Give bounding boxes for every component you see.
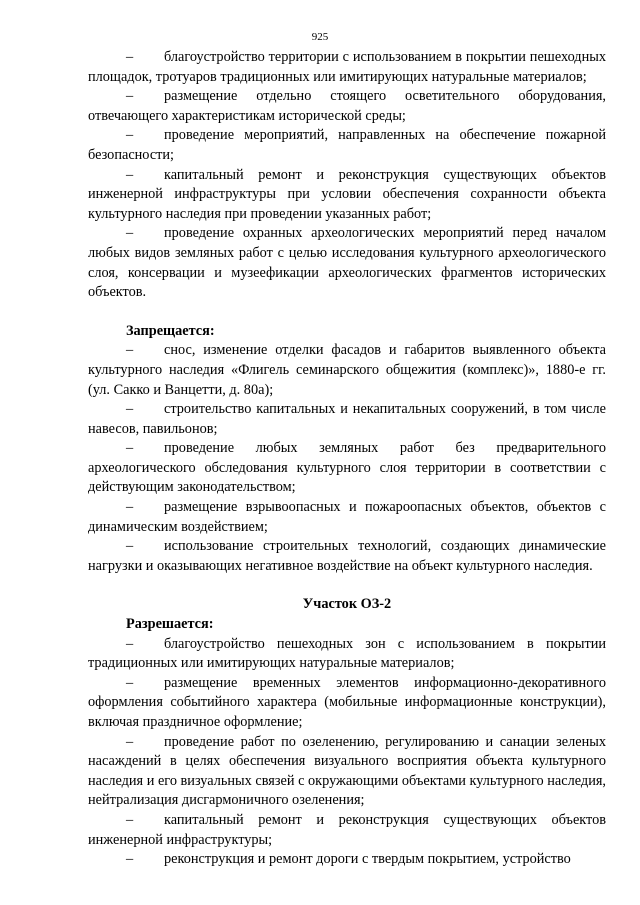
list-item: – благоустройство пешеходных зон с использованием в покрытии традиционных или имитирующих натуральные материалов; bbox=[88, 635, 606, 672]
list-item: – капитальный ремонт и реконструкция существующих объектов инженерной инфраструктуры; bbox=[88, 811, 606, 848]
prohibited-heading: Запрещается: bbox=[126, 322, 215, 339]
list-dash: – bbox=[126, 127, 134, 144]
list-dash: – bbox=[126, 635, 134, 652]
list-dash: – bbox=[126, 733, 134, 750]
list-item: – проведение любых земляных работ без предварительного археологического обследования культурного слоя территории в соответствии с действующим законодательством; bbox=[88, 440, 606, 496]
list-item: – строительство капитальных и некапитальных сооружений, в том числе навесов, павильонов; bbox=[88, 401, 606, 437]
list-item: – размещение временных элементов информационно-декоративного оформления событийного характера (мобильные информационные конструкции), включая праздничное оформление; bbox=[88, 674, 606, 730]
list-dash: – bbox=[126, 401, 134, 418]
allowed-list-continued bbox=[88, 48, 606, 303]
list-dash: – bbox=[126, 166, 134, 183]
list-item: – снос, изменение отделки фасадов и габаритов выявленного объекта культурного наследия «Флигель семинарского общежития (комплекс)», 1880-е гг. (ул. Сакко и Ванцетти, д. 80а); bbox=[88, 342, 606, 398]
document-body bbox=[88, 48, 606, 870]
list-item: – проведение мероприятий, направленных на обеспечение пожарной безопасности; bbox=[88, 127, 606, 163]
list-item: – проведение охранных археологических мероприятий перед началом любых видов земляных работ с целью исследования культурного археологического слоя, консервации и музеефикации археологических фрагментов исторических объектов. bbox=[88, 225, 606, 301]
list-dash: – bbox=[126, 811, 134, 828]
list-item: – капитальный ремонт и реконструкция существующих объектов инженерной инфраструктуры при условии обеспечения сохранности объекта культурного наследия при проведении указанных работ; bbox=[88, 166, 606, 222]
list-dash: – bbox=[126, 499, 134, 516]
list-dash: – bbox=[126, 88, 134, 105]
list-dash: – bbox=[126, 440, 134, 457]
list-item: – реконструкция и ремонт дороги с твердым покрытием, устройство bbox=[88, 850, 606, 870]
list-dash: – bbox=[126, 225, 134, 242]
list-dash: – bbox=[126, 851, 134, 868]
list-item: – размещение отдельно стоящего осветительного оборудования, отвечающего характеристикам исторической среды; bbox=[88, 88, 606, 124]
list-item: – использование строительных технологий, создающих динамические нагрузки и оказывающих негативное воздействие на объект культурного наследия. bbox=[88, 538, 606, 574]
section-title: Участок ОЗ-2 bbox=[302, 596, 392, 613]
list-dash: – bbox=[126, 538, 134, 555]
list-item: – размещение взрывоопасных и пожароопасных объектов, объектов с динамическим воздействием; bbox=[88, 499, 606, 535]
list-item: – благоустройство территории с использованием в покрытии пешеходных площадок, тротуаров традиционных или имитирующих натуральные материалов; bbox=[88, 49, 606, 85]
list-dash: – bbox=[126, 674, 134, 691]
list-dash: – bbox=[126, 342, 134, 359]
list-dash: – bbox=[126, 49, 134, 65]
list-item: – проведение работ по озеленению, регулированию и санации зеленых насаждений в целях обеспечения визуального восприятия объекта культурного наследия и его визуальных связей с окружающими объектами культурного наследия, нейтрализация дисгармоничного озеленения; bbox=[88, 733, 606, 809]
prohibited-list bbox=[88, 341, 606, 576]
allowed-list bbox=[88, 635, 606, 870]
page-number: 925 bbox=[311, 31, 329, 43]
allowed-heading: Разрешается: bbox=[126, 616, 214, 633]
